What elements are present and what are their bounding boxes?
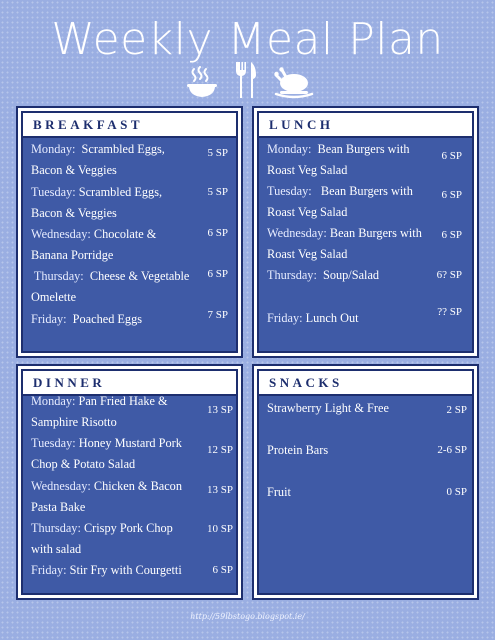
snacks-entry-fruit: Fruit [267,485,291,499]
dinner-sp-friday: 6 SP [212,564,233,576]
lunch-card [252,106,479,358]
dinner-entry-monday: Monday: Pan Fried Hake & Samphire Risotto [31,394,168,429]
roast-chicken-icon [274,66,314,100]
dinner-panel [21,369,238,595]
snacks-entry-strawberry: Strawberry Light & Free [267,401,389,415]
lunch-sp-thursday: 6? SP [436,269,462,281]
snacks-entry-protein-bars: Protein Bars [267,443,329,457]
lunch-entry-tuesday: Tuesday: Bean Burgers with Roast Veg Salad [267,184,413,219]
breakfast-sp-wednesday: 6 SP [207,227,228,239]
breakfast-entry-friday: Friday: Poached Eggs [31,312,143,326]
breakfast-sp-thursday: 6 SP [207,268,228,280]
dinner-sp-monday: 13 SP [207,404,233,416]
bowl-icon [186,66,220,100]
header-icons [186,60,316,102]
lunch-sp-wednesday: 6 SP [441,229,462,241]
dinner-sp-thursday: 10 SP [207,523,233,535]
lunch-sp-monday: 6 SP [441,150,462,162]
blog-url: http://59lbstogo.blogspot.ie/ [190,612,305,621]
dinner-entry-wednesday: Wednesday: Chicken & Bacon Pasta Bake [31,479,182,514]
breakfast-sp-monday: 5 SP [207,147,228,159]
breakfast-entry-tuesday: Tuesday: Scrambled Eggs, Bacon & Veggies [31,185,163,220]
snacks-sp-fruit: 0 SP [446,486,467,498]
snacks-header: SNACKS [259,371,472,396]
snacks-sp-protein-bars: 2-6 SP [437,444,467,456]
lunch-header: LUNCH [259,113,472,138]
breakfast-card [16,106,243,358]
breakfast-header: BREAKFAST [23,113,236,138]
lunch-entry-wednesday: Wednesday: Bean Burgers with Roast Veg Salad [267,226,422,261]
breakfast-sp-friday: 7 SP [207,309,228,321]
dinner-card [16,364,243,600]
breakfast-sp-tuesday: 5 SP [207,186,228,198]
dinner-entry-thursday: Thursday: Crispy Pork Chop with salad [31,521,173,556]
snacks-sp-strawberry: 2 SP [446,404,467,416]
dinner-sp-tuesday: 12 SP [207,444,233,456]
lunch-entry-friday: Friday: Lunch Out [267,311,359,325]
snacks-card [252,364,479,600]
dinner-entry-friday: Friday: Stir Fry with Courgetti [31,563,182,577]
dinner-sp-wednesday: 13 SP [207,484,233,496]
cutlery-icon [234,60,258,100]
breakfast-entry-monday: Monday: Scrambled Eggs, Bacon & Veggies [31,142,165,177]
breakfast-entry-thursday: Thursday: Cheese & Vegetable Omelette [31,269,190,304]
lunch-sp-friday: ?? SP [437,306,462,318]
lunch-entry-thursday: Thursday: Soup/Salad [267,268,380,282]
lunch-entry-monday: Monday: Bean Burgers with Roast Veg Salad [267,142,410,177]
snacks-panel [257,369,474,595]
lunch-sp-tuesday: 6 SP [441,189,462,201]
breakfast-entry-wednesday: Wednesday: Chocolate & Banana Porridge [31,227,157,262]
lunch-panel [257,111,474,353]
dinner-header: DINNER [23,371,236,396]
page-title: Weekly Meal Plan [51,14,444,65]
breakfast-panel [21,111,238,353]
dinner-entry-tuesday: Tuesday: Honey Mustard Pork Chop & Potato Salad [31,436,182,471]
